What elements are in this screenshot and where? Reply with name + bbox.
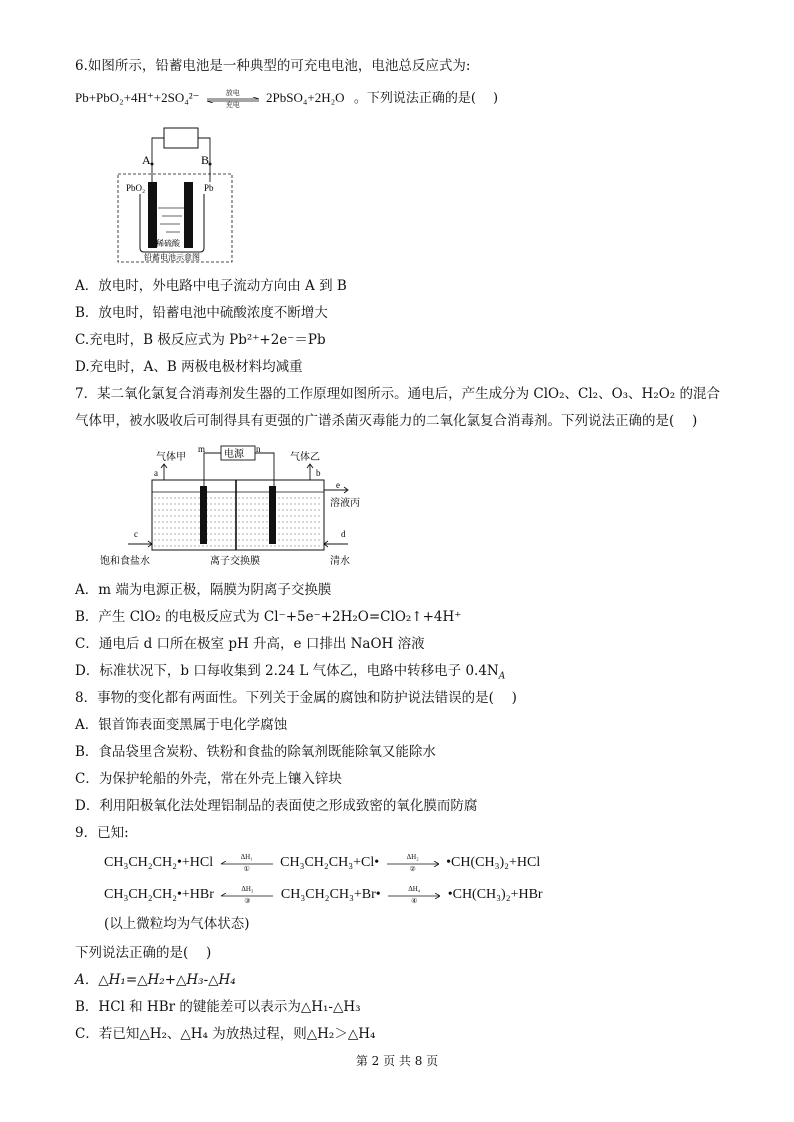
row2-middle: CH₃CH₂CH₃+Br• (280, 887, 381, 902)
q7-option-d-sub: A (498, 671, 506, 682)
q7-option-d (75, 661, 505, 681)
q9-equation-row1 (104, 853, 540, 873)
q7-stem-line2: 气体甲，被水吸收后可制得具有更强的广谱杀菌灭毒能力的二氧化氯复合消毒剂。下列说法正确的是( ) (75, 413, 698, 429)
electrode-right-label: Pb (204, 183, 214, 193)
q8-stem: 8．事物的变化都有两面性。下列关于金属的腐蚀和防护说法错误的是( ) (75, 690, 517, 706)
gas-a-label: 气体甲 (156, 452, 186, 463)
solution-c-label: 溶液丙 (330, 498, 360, 509)
q8-option-b: B．食品袋里含炭粉、铁粉和食盐的除氧剂既能除氧又能除水 (75, 744, 436, 760)
q6-equation-right: 2PbSO₄+2H₂O (266, 90, 345, 105)
q9-stem: 9．已知: (75, 825, 129, 841)
gas-b-label: 气体乙 (290, 452, 320, 463)
q7-option-a: A．m 端为电源正极，隔膜为阴离子交换膜 (75, 582, 332, 598)
arrow-bottom-label: 充电 (225, 101, 240, 110)
step-1-label: ① (243, 864, 250, 873)
row1-left: CH₃CH₂CH₂•+HCl (104, 855, 214, 870)
q8-option-d: D．利用阳极氧化法处理铝制品的表面使之形成致密的氧化膜而防腐 (75, 798, 478, 814)
q7-option-b: B．产生 ClO₂ 的电极反应式为 Cl⁻+5e⁻+2H₂O=ClO₂↑+4H⁺ (75, 609, 462, 625)
left-arrow-icon (219, 852, 275, 873)
power-label: 电源 (224, 449, 244, 460)
electrode-left-label: PbO₂ (126, 183, 146, 193)
port-d-label: d (341, 529, 346, 539)
figure-caption: 铅蓄电池示意图 (144, 253, 200, 262)
q6-equation-left: Pb+PbO₂+4H⁺+2SO₄²⁻ (75, 90, 200, 105)
right-arrow-icon (386, 884, 442, 905)
step-3-label: ③ (244, 896, 251, 905)
q7-stem-line1: 7．某二氧化氯复合消毒剂发生器的工作原理如图所示。通电后，产生成分为 ClO₂、Cl₂、O₃、H₂O₂ 的混合 (75, 386, 720, 402)
membrane-label: 离子交换膜 (210, 556, 260, 567)
step-4-label: ④ (411, 896, 418, 905)
port-e-label: e (336, 480, 340, 490)
dh4-label: ΔH₄ (408, 884, 421, 893)
q6-option-a: A．放电时，外电路中电子流动方向由 A 到 B (75, 278, 347, 294)
row2-right: •CH(CH₃)₂+HBr (447, 887, 543, 902)
page-footer: 第 2 页 共 8 页 (355, 1054, 439, 1068)
q7-option-d-text: D．标准状况下，b 口每收集到 2.24 L 气体乙，电路中转移电子 0.4N (75, 663, 499, 679)
row1-right: •CH(CH₃)₂+HCl (446, 855, 541, 870)
port-a-label: a (154, 468, 158, 478)
reversible-arrow-icon (205, 89, 261, 110)
q6-option-b: B．放电时，铅蓄电池中硫酸浓度不断增大 (75, 305, 328, 321)
q6-equation-tail: 。下列说法正确的是( ) (353, 91, 499, 106)
q9-ask: 下列说法正确的是( ) (75, 945, 212, 961)
q8-option-a: A．银首饰表面变黑属于电化学腐蚀 (75, 717, 288, 733)
q8-option-c: C．为保护轮船的外壳，常在外壳上镶入锌块 (75, 771, 342, 787)
q7-option-c: C．通电后 d 口所在极室 pH 升高，e 口排出 NaOH 溶液 (75, 636, 425, 652)
lead-battery-diagram (110, 124, 240, 266)
q9-option-a: A．△H₁=△H₂+△H₃-△H₄ (75, 972, 236, 988)
step-2-label: ② (409, 864, 416, 873)
dh3-label: ΔH₃ (241, 884, 254, 893)
dh2-label: ΔH₂ (406, 852, 419, 861)
q9-equation-row2 (104, 885, 543, 905)
label-A: A (142, 153, 151, 167)
q9-option-b: B．HCl 和 HBr 的键能差可以表示为△H₁-△H₃ (75, 999, 361, 1015)
inlet-right-label: 清水 (330, 556, 350, 567)
q9-option-c: C．若已知△H₂、△H₄ 为放热过程，则△H₂＞△H₄ (75, 1026, 376, 1042)
row2-left: CH₃CH₂CH₂•+HBr (104, 887, 214, 902)
q6-equation (75, 88, 498, 109)
q6-stem: 6.如图所示，铅蓄电池是一种典型的可充电电池，电池总反应式为: (75, 58, 471, 74)
dh1-label: ΔH₁ (240, 852, 253, 861)
port-b-label: b (316, 468, 321, 478)
terminal-n: n (256, 444, 261, 454)
q6-option-d: D.充电时，A、B 两极电极材料均减重 (75, 359, 303, 375)
electrolyte-label: 稀硫酸 (156, 239, 180, 248)
chlorine-dioxide-generator-diagram (98, 440, 388, 574)
row1-middle: CH₃CH₂CH₃+Cl• (280, 855, 380, 870)
left-arrow-icon (219, 884, 275, 905)
q9-note: (以上微粒均为气体状态) (104, 916, 250, 932)
port-c-label: c (134, 529, 138, 539)
label-B: B (201, 153, 210, 167)
terminal-m: m (198, 444, 206, 454)
right-arrow-icon (385, 852, 441, 873)
inlet-left-label: 饱和食盐水 (100, 556, 150, 567)
arrow-top-label: 放电 (225, 89, 240, 98)
q6-option-c: C.充电时，B 极反应式为 Pb²⁺+2e⁻＝Pb (75, 332, 326, 348)
